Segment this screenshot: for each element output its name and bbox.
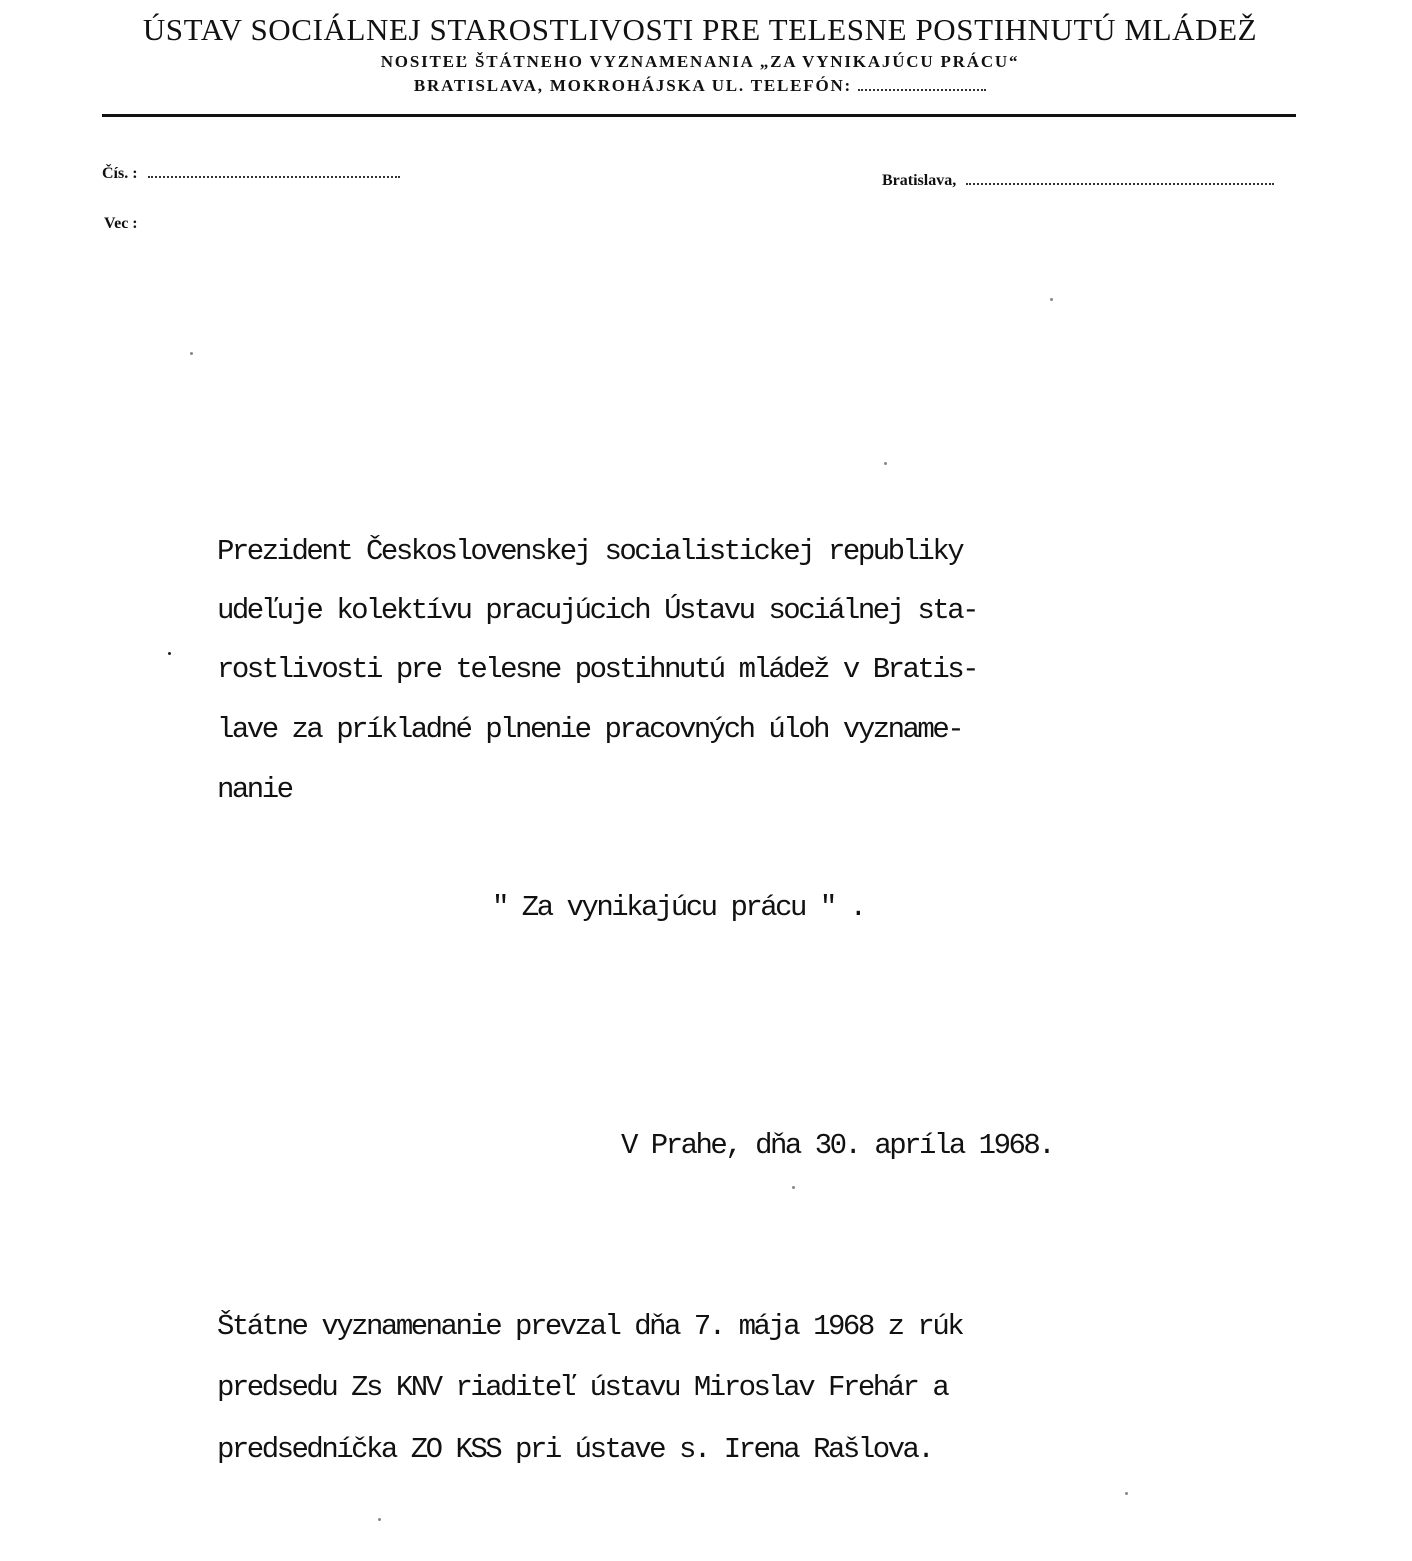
reference-number-field bbox=[102, 164, 400, 183]
place-and-date: V Prahe, dňa 30. apríla 1968. bbox=[621, 1129, 1054, 1162]
subject-label: Vec : bbox=[104, 215, 138, 232]
note-line: Štátne vyznamenanie prevzal dňa 7. mája 1968 z rúk bbox=[217, 1310, 963, 1343]
telephone-blank bbox=[858, 77, 986, 91]
reference-number-label: Čís. : bbox=[102, 165, 138, 182]
body-line: nanie bbox=[217, 773, 292, 806]
body-line: udeľuje kolektívu pracujúcich Ústavu sociálnej sta- bbox=[217, 594, 978, 627]
note-line: predsedu Zs KNV riaditeľ ústavu Miroslav Frehár a bbox=[217, 1371, 948, 1404]
letterhead bbox=[102, 10, 1298, 98]
scan-speck bbox=[792, 1186, 795, 1189]
address-text: BRATISLAVA, MOKROHÁJSKA UL. TELEFÓN: bbox=[413, 76, 853, 95]
note-line: predsedníčka ZO KSS pri ústave s. Irena Rašlova. bbox=[217, 1433, 933, 1466]
letterhead-rule bbox=[102, 114, 1296, 117]
place-label: Bratislava, bbox=[882, 172, 957, 189]
scan-speck bbox=[1125, 1492, 1128, 1495]
body-line: rostlivosti pre telesne postihnutú mládež v Bratis- bbox=[217, 653, 978, 686]
award-name: " Za vynikajúcu prácu " . bbox=[492, 891, 865, 924]
scan-speck bbox=[168, 652, 171, 655]
place-date-field bbox=[882, 171, 1274, 190]
address-line bbox=[102, 74, 1298, 98]
award-holder-line: NOSITEĽ ŠTÁTNEHO VYZNAMENANIA „ZA VYNIKAJÚCU PRÁCU“ bbox=[380, 52, 1020, 71]
scan-speck bbox=[1050, 298, 1053, 301]
date-blank bbox=[966, 171, 1274, 185]
body-line: Prezident Československej socialistickej republiky bbox=[217, 535, 963, 568]
scan-speck bbox=[884, 462, 887, 465]
body-line: lave za príkladné plnenie pracovných úloh vyzname- bbox=[217, 713, 963, 746]
institution-name: ÚSTAV SOCIÁLNEJ STAROSTLIVOSTI PRE TELESNE POSTIHNUTÚ MLÁDEŽ bbox=[142, 12, 1258, 47]
scan-speck bbox=[190, 352, 193, 355]
reference-number-blank bbox=[148, 164, 400, 178]
scan-speck bbox=[378, 1518, 381, 1521]
